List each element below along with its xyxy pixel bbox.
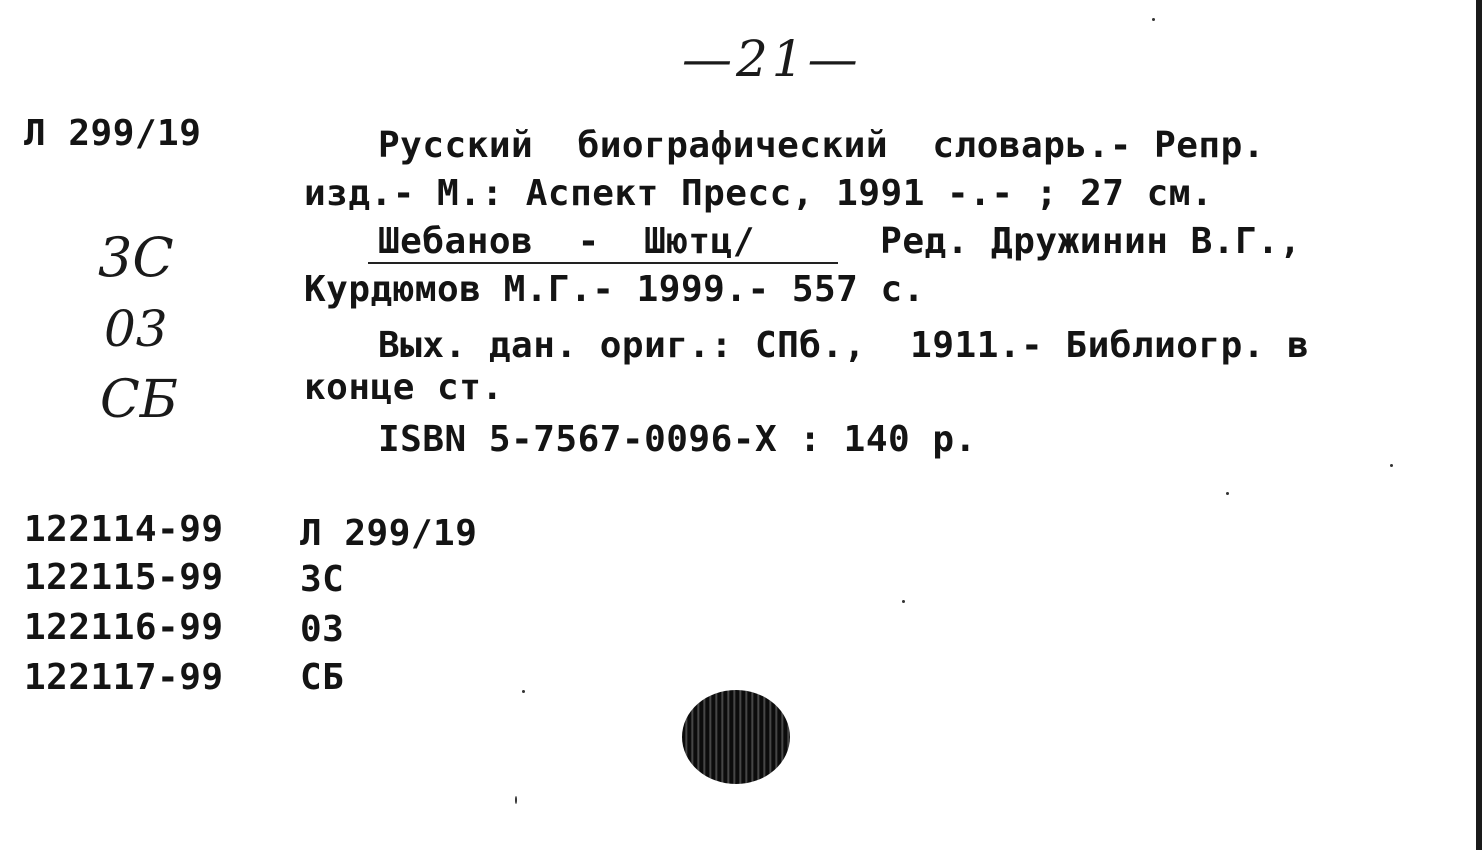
- inventory-number: 122116-99: [24, 607, 224, 648]
- volume-underline: [368, 262, 838, 264]
- card-punch-hole: [682, 690, 790, 784]
- inventory-location: СБ: [300, 657, 345, 698]
- siglum-3c: 3С: [98, 226, 174, 289]
- inventory-number: 122117-99: [24, 657, 224, 698]
- scan-speck: [902, 600, 905, 603]
- scan-speck: [522, 690, 525, 693]
- entry-line-2: изд.- М.: Аспект Пресс, 1991 -.- ; 27 см.: [304, 173, 1214, 214]
- call-number: Л 299/19: [24, 113, 202, 154]
- inventory-number: 122114-99: [24, 509, 224, 550]
- scan-speck: [1226, 492, 1229, 495]
- entry-line-1: Русский биографический словарь.- Репр.: [378, 125, 1265, 166]
- inventory-location: 3С: [300, 559, 345, 600]
- inventory-location: Л 299/19: [300, 513, 478, 554]
- entry-line-5: Вых. дан. ориг.: СПб., 1911.- Библиогр. в: [378, 325, 1310, 366]
- entry-line-3-rest: Ред. Дружинин В.Г.,: [858, 221, 1302, 262]
- scan-speck: [1390, 464, 1393, 467]
- card-right-edge: [1476, 0, 1482, 850]
- scan-speck: [515, 796, 517, 804]
- siglum-sb: СБ: [100, 370, 178, 430]
- page-number: —21—: [682, 30, 862, 88]
- inventory-location: 03: [300, 609, 345, 650]
- inventory-number: 122115-99: [24, 557, 224, 598]
- entry-line-3-volume: Шебанов - Шютц/: [378, 221, 755, 262]
- entry-line-4: Курдюмов М.Г.- 1999.- 557 с.: [304, 269, 925, 310]
- siglum-03: 03: [104, 300, 168, 358]
- entry-line-7: ISBN 5-7567-0096-Х : 140 р.: [378, 419, 977, 460]
- entry-line-6: конце ст.: [304, 367, 504, 408]
- scan-speck: [1152, 18, 1155, 21]
